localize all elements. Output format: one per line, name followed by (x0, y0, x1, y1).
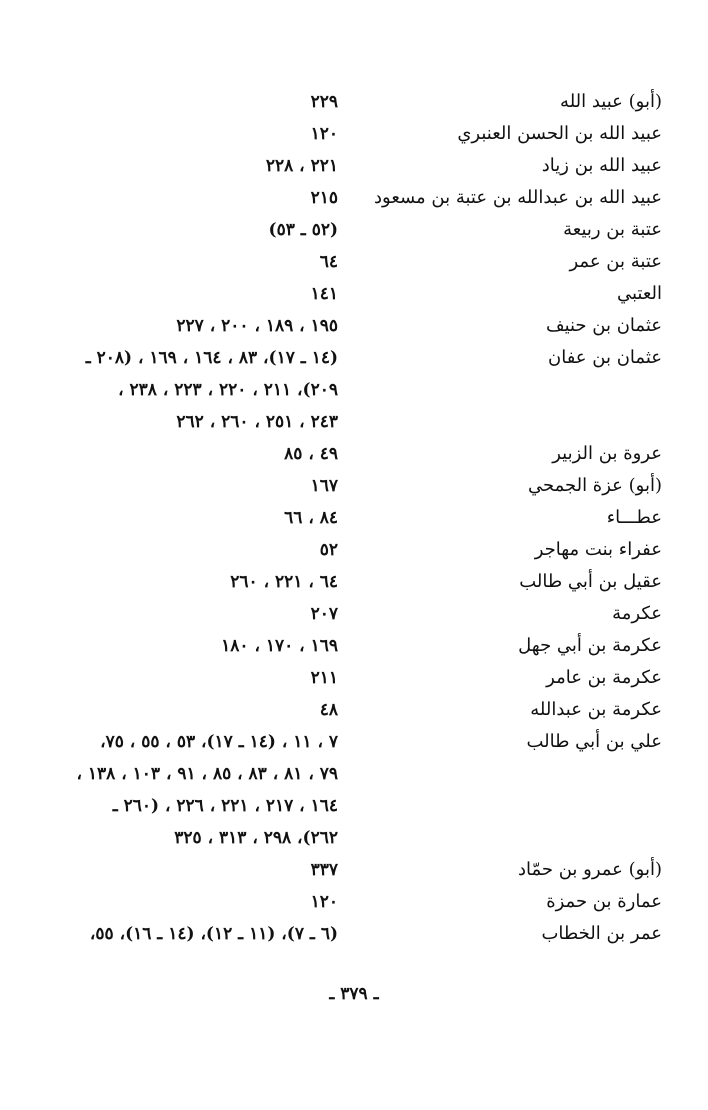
entry-pages: (٥٢ ـ ٥٣) (268, 220, 338, 240)
entry-name: عثمان بن حنيف (545, 315, 662, 336)
index-entry (0, 630, 708, 662)
index-entry (0, 310, 708, 342)
entry-name: عتبة بن عمر (569, 251, 662, 272)
index-entry (0, 502, 708, 534)
entry-pages: ٢٢٩ (310, 92, 338, 112)
entry-pages: ١٦٩ ، ١٧٠ ، ١٨٠ (221, 636, 338, 656)
entry-name: عقيل بن أبي طالب (519, 571, 662, 592)
index-entry (0, 374, 708, 406)
index-entry (0, 86, 708, 118)
entry-name: عكرمة بن عامر (546, 667, 662, 688)
entry-pages: (٦ ـ ٧)، (١١ ـ ١٢)، (١٤ ـ ١٦)، ٥٥، (89, 924, 338, 944)
entry-pages: ٧٩ ، ٨١ ، ٨٣ ، ٨٥ ، ٩١ ، ١٠٣ ، ١٣٨ ، (76, 764, 338, 784)
index-entry (0, 278, 708, 310)
index-entry (0, 822, 708, 854)
index-entry (0, 726, 708, 758)
entry-pages: ٢٦٢)، ٢٩٨ ، ٣١٣ ، ٣٢٥ (174, 828, 338, 848)
entry-pages: ١٦٤ ، ٢١٧ ، ٢٢١ ، ٢٢٦ ، (٢٦٠ ـ (112, 796, 338, 816)
index-entry (0, 406, 708, 438)
entry-name: عكرمة (612, 603, 662, 624)
entry-pages: ٢٠٧ (310, 604, 338, 624)
entry-pages: ٢٢١ ، ٢٢٨ (265, 156, 338, 176)
index-entry (0, 598, 708, 630)
index-entry (0, 918, 708, 950)
index-entry (0, 790, 708, 822)
entry-name: عكرمة بن أبي جهل (518, 635, 662, 656)
entry-name: علي بن أبي طالب (526, 731, 662, 752)
entry-pages: ٢١٥ (310, 188, 338, 208)
entry-name: (أبو) عمرو بن حمّاد (517, 859, 662, 880)
entry-name: عطـــاء (606, 507, 662, 528)
entry-pages: ١٢٠ (310, 892, 338, 912)
entry-pages: ٦٤ (319, 252, 338, 272)
entry-name: (أبو) عبيد الله (560, 91, 662, 112)
entry-name: (أبو) عزة الجمحي (527, 475, 662, 496)
index-entry (0, 886, 708, 918)
entry-pages: ٢٤٣ ، ٢٥١ ، ٢٦٠ ، ٢٦٢ (176, 412, 338, 432)
entry-pages: ٤٨ (319, 700, 338, 720)
index-entry (0, 118, 708, 150)
entry-pages: ٢١١ (310, 668, 338, 688)
index-entry (0, 150, 708, 182)
entry-name: عبيد الله بن زياد (541, 155, 662, 176)
index-entry (0, 662, 708, 694)
entry-name: العتبي (616, 283, 662, 304)
entry-pages: ٨٤ ، ٦٦ (284, 508, 338, 528)
index-entry (0, 566, 708, 598)
entry-name: عمر بن الخطاب (541, 923, 662, 944)
index-entry (0, 438, 708, 470)
entry-name: عفراء بنت مهاجر (534, 539, 662, 560)
entry-pages: ٢٠٩)، ٢١١ ، ٢٢٠ ، ٢٢٣ ، ٢٣٨ ، (118, 380, 338, 400)
index-entry (0, 758, 708, 790)
entry-name: عبيد الله بن الحسن العنبري (457, 123, 662, 144)
index-entry (0, 694, 708, 726)
index-entry (0, 534, 708, 566)
page-number: ـ ٣٧٩ ـ (329, 984, 379, 1004)
entry-pages: ٧ ، ١١ ، (١٤ ـ ١٧)، ٥٣ ، ٥٥ ، ٧٥، (100, 732, 338, 752)
entry-pages: ٥٢ (319, 540, 338, 560)
index-entry (0, 470, 708, 502)
entry-name: عكرمة بن عبدالله (530, 699, 662, 720)
entry-name: عمارة بن حمزة (546, 891, 662, 912)
entry-name: عثمان بن عفان (548, 347, 662, 368)
index-entry (0, 182, 708, 214)
entry-pages: ١٦٧ (310, 476, 338, 496)
entry-pages: ٦٤ ، ٢٢١ ، ٢٦٠ (230, 572, 338, 592)
entry-pages: ١٤١ (310, 284, 338, 304)
entry-name: عتبة بن ربيعة (563, 219, 662, 240)
entry-name: عروة بن الزبير (552, 443, 662, 464)
index-entry (0, 246, 708, 278)
entry-pages: ١٢٠ (310, 124, 338, 144)
entry-pages: ١٩٥ ، ١٨٩ ، ٢٠٠ ، ٢٢٧ (176, 316, 338, 336)
entry-pages: ٤٩ ، ٨٥ (284, 444, 338, 464)
entry-pages: (١٤ ـ ١٧)، ٨٣ ، ١٦٤ ، ١٦٩ ، (٢٠٨ ـ (85, 348, 338, 368)
index-entry (0, 342, 708, 374)
index-entry (0, 214, 708, 246)
index-entries (0, 86, 708, 950)
entry-name: عبيد الله بن عبدالله بن عتبة بن مسعود (374, 187, 662, 208)
entry-pages: ٣٣٧ (310, 860, 338, 880)
index-entry (0, 854, 708, 886)
